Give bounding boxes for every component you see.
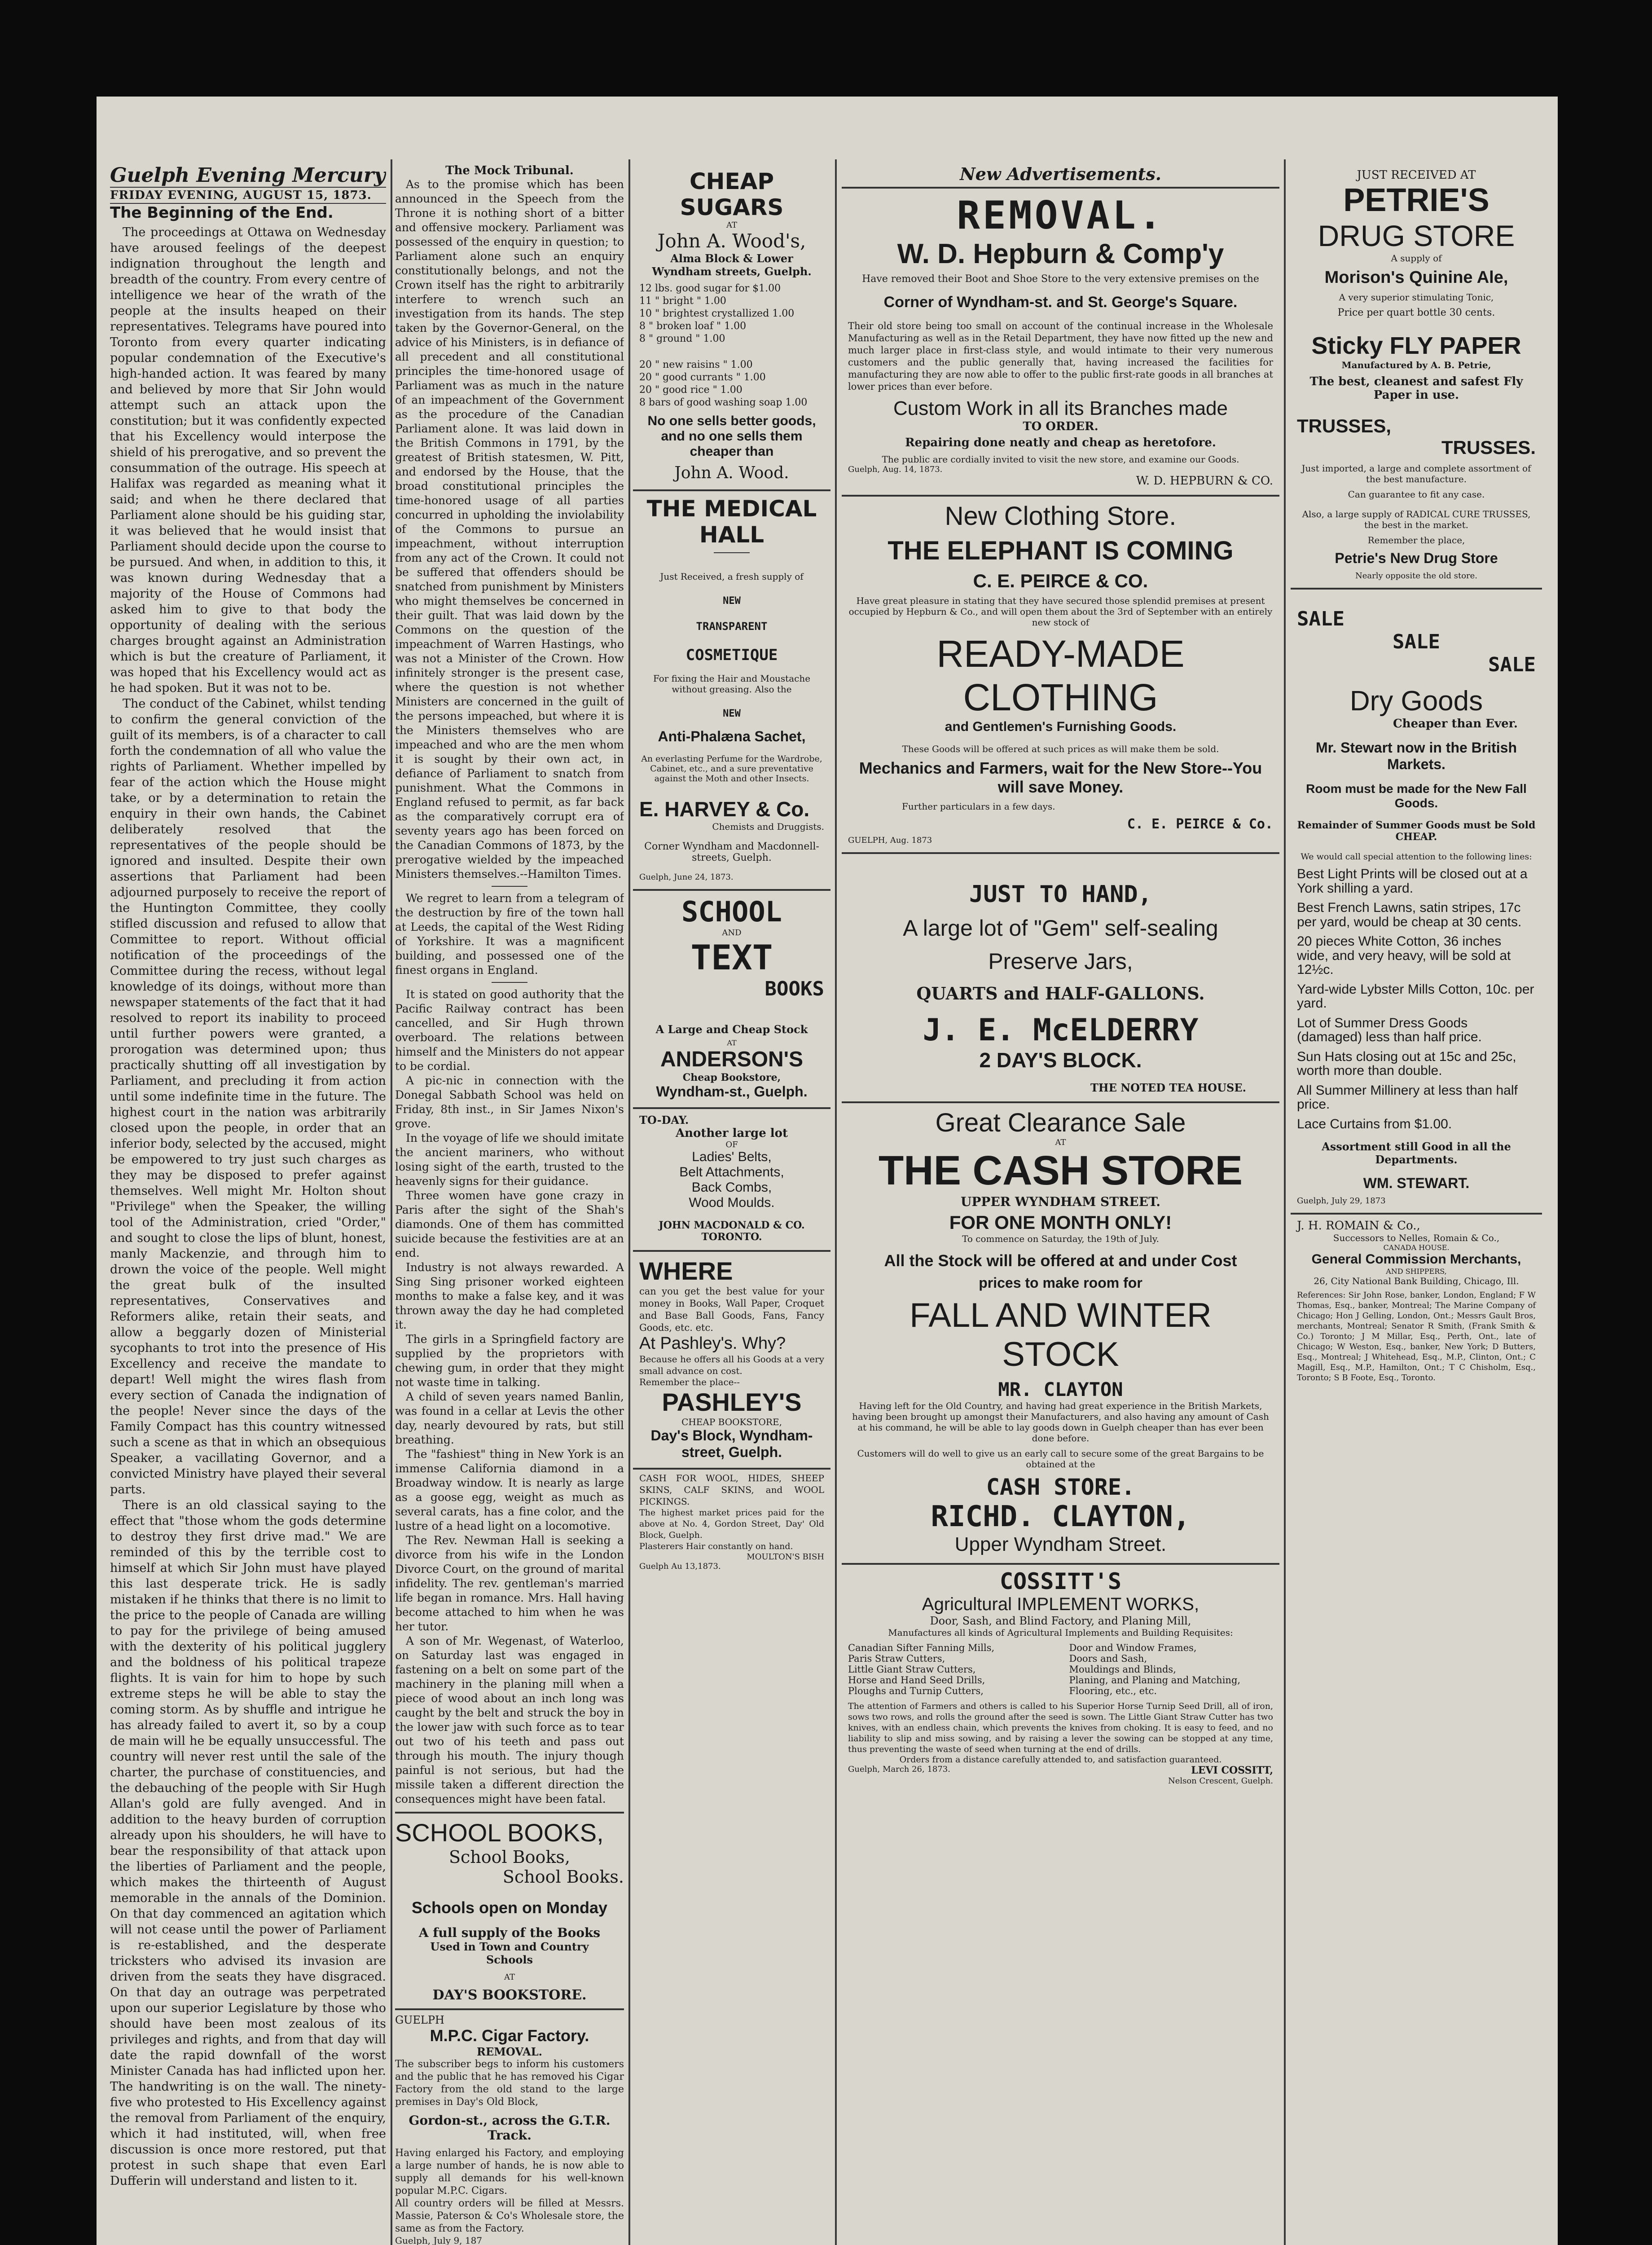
newspaper-masthead: Guelph Evening Mercury — [110, 164, 386, 187]
ad-line: REMOVAL. — [477, 2045, 542, 2058]
ad-address: 2 DAY'S BLOCK. — [979, 1048, 1142, 1072]
implement-list-right — [1069, 1642, 1273, 1696]
ad-line: CHEAP BOOKSTORE, — [681, 1417, 782, 1427]
ad-store-name: E. HARVEY & Co. — [639, 797, 810, 821]
sale-item: Lot of Summer Dress Goods (damaged) less than half price. — [1297, 1015, 1482, 1044]
ad-line: Price per quart bottle 30 cents. — [1337, 307, 1495, 318]
ad-line: The best, cleanest and safest Fly Paper in use. — [1309, 375, 1523, 402]
ad-address: UPPER WYNDHAM STREET. — [960, 1194, 1161, 1209]
column-rule — [391, 159, 392, 2245]
ad-text: can you get the best value for your money in Books, Wall Paper, Croquet and Base Ball Goods, Fans, Fancy Goods, etc. etc. — [639, 1286, 824, 1333]
dateline: FRIDAY EVENING, AUGUST 15, 1873. — [110, 187, 386, 204]
ad-signature: LEVI COSSITT, — [1191, 1765, 1273, 1776]
column-editorial — [110, 164, 386, 2245]
ad-store-name: CASH STORE. — [986, 1474, 1135, 1500]
ad-footer — [848, 1765, 1273, 1776]
implement-list — [848, 1642, 1273, 1696]
ad-line: Repairing done neatly and cheap as heretofore. — [905, 436, 1216, 449]
ad-line: QUARTS and HALF-GALLONS. — [916, 983, 1205, 1004]
ad-line: Have removed their Boot and Shoe Store to the very extensive premises on the — [862, 273, 1259, 285]
list-item: Canadian Sifter Fanning Mills, — [848, 1642, 995, 1653]
ad-line: A very superior stimulating Tonic, — [1339, 292, 1494, 303]
ad-line: Gordon-st., across the G.T.R. Track. — [409, 2113, 611, 2143]
implement-list-left — [848, 1642, 1061, 1696]
ad-date: Guelph, June 24, 1873. — [639, 872, 734, 882]
divider — [492, 982, 527, 983]
ad-text: These Goods will be offered at such prices as will make them be sold. — [902, 744, 1219, 754]
ad-line: A full supply of the Books — [418, 1925, 601, 1940]
ad-item: Belt Attachments, — [679, 1165, 784, 1180]
ad-store-name: Petrie's New Drug Store — [1335, 550, 1498, 566]
ad-line: Used in Town and Country — [430, 1940, 589, 1953]
ad-line: A Large and Cheap Stock — [655, 1023, 808, 1036]
sale-item: Yard-wide Lybster Mills Cotton, 10c. per yard. — [1297, 982, 1534, 1011]
news-item: A pic-nic in connection with the Donegal Sabbath School was held on Friday, 8th inst., in Sir James Nixon's grove. — [395, 1074, 624, 1130]
ad-peirce-clothing — [842, 497, 1279, 854]
ad-signature: C. E. PEIRCE & Co. — [1127, 816, 1273, 832]
ad-heading: THE MEDICAL HALL — [646, 496, 817, 548]
ad-heading: COSSITT'S — [1000, 1568, 1121, 1594]
ad-line: Another large lot — [675, 1127, 788, 1140]
list-item: Ploughs and Turnip Cutters, — [848, 1686, 984, 1696]
ad-heading: Sticky FLY PAPER — [1311, 332, 1521, 359]
ad-heading: M.P.C. Cigar Factory. — [430, 2026, 589, 2045]
ad-heading: THE ELEPHANT IS COMING — [888, 536, 1234, 565]
ad-line: JUST RECEIVED AT — [1357, 168, 1476, 182]
sale-item: Best Light Prints will be closed out at a York shilling a yard. — [1297, 867, 1528, 896]
article-paragraph: The proceedings at Ottawa on Wednesday have aroused feelings of the deepest indignation throughout the length and breadth of the country. From every centre of intelligence we hear of the wrath of the people at the insults heaped on their representatives. Telegrams have poured into Toronto from every quarter indicating popular condemnation of the Executive's high-handed action. It was feared by many and believed by more that Sir John would attempt such an attack upon the constitution; but it was confidently expected that his Excellency would interpose the shield of his prerogative, and so prevent the consummation of the outrage. His speech at Halifax was regarded as meaning what it said; and when he there declared that Parliament alone should be his guiding star, it was believed that he would insist that Parliament should decide upon the course to be pursued. And when, in addition to this, it was known during Wednesday that a majority of the House of Commons had asked him to give to that body the opportunity of dealing with the serious charges brought against an Administration which is but the creature of Parliament, it was hoped that his Excellency would act as he had spoken. But it was not to be. — [110, 225, 386, 695]
ad-text: All country orders will be filled at Messrs. Massie, Paterson & Co's Wholesale store, the same as from the Factory. — [395, 2198, 624, 2234]
ad-stewart-sale — [1291, 590, 1542, 1215]
ad-date: Guelph, July 9, 187 — [395, 2235, 483, 2245]
ad-line: NEW — [723, 708, 741, 719]
ad-romain — [1291, 1215, 1542, 1387]
ad-heading: TRUSSES, — [1297, 415, 1392, 436]
ad-date: Guelph, March 26, 1873. — [848, 1765, 950, 1774]
article-paragraph: There is an old classical saying to the effect that "those whom the gods determine to destroy they first drive mad." We are reminded of this by the terrible cost to himself at which Sir John must have played this last desperate trick. He is sadly mistaken if he thinks that there is no limit to the price to the people of Canada are willing to pay for the privilege of being amused with the dexterity of his political jugglery and the boldness of his political trapeze flights. It is vain for him to hope by such extreme steps he will be able to stay the coming storm. As by shuffle and intrigue he has already failed to avert it, so by a coup de main will he be equally unsuccessful. The country will never rest until the sale of the charter, the purchase of constituencies, and the debauching of the people with Sir Hugh Allan's gold are fully avenged. And in addition to the heavy burden of corruption already upon his shoulders, he will have to bear the responsibility of that attack upon the liberties of Parliament and the people, which makes the thirteenth of August memorable in the annals of the Dominion. On that day commenced an agitation which will not cease until the power of Parliament is re-established, and the desperate tricksters who advised its invasion are driven from the seats they have disgraced. On that day an outrage was perpetrated upon our superior Legislature by those who should have been most zealous of its privileges and rights, and from that day will date the rapid downfall of the worst Minister Canada has had inflicted upon her. The handwriting is on the wall. The ninety-five who protested to His Excellency against the removal from Parliament of the enquiry, which it had instituted, will, when free discussion is once more restored, put that protest in such shape that even Earl Dufferin will understand and listen to it. — [110, 1498, 386, 2188]
ad-medical-hall — [633, 491, 830, 891]
ad-heading: SALE — [1393, 630, 1440, 653]
ad-line: Remember the place-- — [639, 1377, 740, 1387]
ad-line: NEW — [723, 595, 741, 607]
ad-line: FOR ONE MONTH ONLY! — [949, 1212, 1172, 1233]
ad-line: AT — [1055, 1138, 1066, 1147]
ad-line: AT — [726, 220, 738, 230]
ad-line: Assortment still Good in all the Departments. — [1322, 1140, 1511, 1166]
ad-line: Remember the place, — [1367, 535, 1465, 546]
ad-text: Just imported, a large and complete assortment of the best manufacture. — [1301, 463, 1531, 484]
ad-signature: John A. Wood. — [674, 464, 789, 482]
list-item: Planing, and Planing and Matching, — [1069, 1675, 1241, 1686]
column-rule — [835, 159, 837, 2245]
ad-line: COSMETIQUE — [685, 646, 778, 664]
ad-cash-store — [842, 1103, 1279, 1565]
ad-store-name: C. E. PEIRCE & CO. — [973, 570, 1148, 591]
sale-item: All Summer Millinery at less than half price. — [1297, 1083, 1518, 1112]
news-item: Industry is not always rewarded. A Sing Sing prisoner worked eighteen months to make a false key, and it was thrown away the day he had completed it. — [395, 1261, 624, 1331]
ad-petrie-drug-store — [1291, 164, 1542, 590]
ad-store-name: PASHLEY'S — [662, 1388, 802, 1416]
list-item: Doors and Sash, — [1069, 1653, 1147, 1664]
ad-text: Orders from a distance carefully attended to, and satisfaction guaranteed. — [899, 1755, 1222, 1765]
ad-line: Room must be made for the New Fall Goods. — [1306, 782, 1527, 810]
ad-line: and Gentlemen's Furnishing Goods. — [945, 719, 1177, 734]
column-news — [395, 164, 624, 2245]
column-rule — [1284, 159, 1286, 2245]
ad-address: Nelson Crescent, Guelph. — [1168, 1776, 1273, 1786]
price-row: 8 " ground " 1.00 — [639, 333, 725, 344]
ad-text: Have great pleasure in stating that they have secured those splendid premises at present occupied by Hepburn & Co., and will open them about the 3rd of September with an entirely new stock of — [848, 595, 1273, 628]
ad-line: Mechanics and Farmers, wait for the New Store--You will save Money. — [859, 759, 1262, 796]
ad-line: A supply of — [1391, 253, 1442, 264]
ad-heading: CHEAP SUGARS — [680, 168, 784, 220]
divider — [492, 886, 527, 887]
ad-line: AT — [727, 1039, 737, 1047]
ad-text: Customers will do well to give us an early call to secure some of the great Bargains to be obtained at the — [857, 1448, 1264, 1470]
ad-text: Further particulars in a few days. — [902, 801, 1055, 812]
ad-line: MR. CLAYTON — [998, 1378, 1123, 1400]
divider — [714, 552, 750, 553]
ad-date: GUELPH, Aug. 1873 — [848, 836, 932, 845]
ad-heading: General Commission Merchants, — [1311, 1252, 1521, 1267]
ad-address: Wyndham-st., Guelph. — [656, 1083, 808, 1100]
price-row: 20 " good currants " 1.00 — [639, 372, 766, 383]
ad-line: Schools open on Monday — [411, 1898, 607, 1917]
ad-store-name: THE CASH STORE — [878, 1148, 1243, 1193]
ad-text: CASH FOR WOOL, HIDES, SHEEP SKINS, CALF SKINS, and WOOL PICKINGS. — [639, 1473, 824, 1507]
ad-line: TO-DAY. — [639, 1114, 689, 1127]
ad-text: Having left for the Old Country, and having had great experience in the British Markets, having been brought up amongst their Manufacturers, and also having any amount of Cash at his command, he will be able to lay goods down in Guelph cheaper than has ever been done before. — [852, 1400, 1269, 1444]
ad-line: Just Received, a fresh supply of — [660, 571, 804, 582]
list-item: Mouldings and Blinds, — [1069, 1664, 1176, 1675]
section-header: New Advertisements. — [842, 164, 1279, 189]
ad-line: School Books. — [502, 1867, 624, 1887]
price-row: 10 " brightest crystallized 1.00 — [639, 308, 795, 319]
ad-signature: WM. STEWART. — [1363, 1175, 1470, 1191]
ad-line: Cheap Bookstore, — [682, 1072, 781, 1083]
price-row: 11 " bright " 1.00 — [639, 295, 726, 307]
ad-heading: TEXT — [690, 938, 773, 977]
ad-text: The highest market prices paid for the above at No. 4, Gordon Street, Day' Old Block, Guelph. — [639, 1508, 824, 1540]
ad-school-books — [395, 1812, 624, 2003]
article-headline: The Beginning of the End. — [110, 204, 334, 222]
ad-heading: REMOVAL. — [957, 193, 1164, 238]
ad-text: Can guarantee to fit any case. — [1348, 489, 1485, 500]
ad-heading: FALL AND WINTER STOCK — [909, 1296, 1212, 1373]
column-new-advertisements — [842, 164, 1279, 2245]
ad-line: Remainder of Summer Goods must be Sold CHEAP. — [1297, 819, 1536, 843]
news-item: In the voyage of life we should imitate the ancient mariners, who without losing sight of the earth, trusted to the heavenly signs for their guidance. — [395, 1131, 624, 1188]
ad-line: AT — [504, 1972, 515, 1982]
ad-line: Anti-Phalæna Sachet, — [658, 728, 806, 744]
ad-cossitt — [842, 1565, 1279, 1789]
ad-text: Also, a large supply of RADICAL CURE TRUSSES, the best in the market. — [1302, 509, 1531, 530]
ad-text: The attention of Farmers and others is called to his Superior Horse Turnip Seed Drill, all of iron, sows two rows, and rolls the ground after the seed is sown. The Little Giant Straw Cutter has two knives, with an endless chain, which prevents the knives from choking. It is easy to feed, and no liability to slip and miss sowing, and by raising a lever the sowing can be stopped at any time, thus preventing the waste of seed when turning at the end of drills. — [848, 1701, 1273, 1754]
ad-line: Cheaper than Ever. — [1393, 717, 1518, 731]
ad-store-name: PETRIE'S — [1343, 182, 1489, 218]
ad-date: Guelph, July 29, 1873 — [1297, 1196, 1386, 1206]
price-row: 8 bars of good washing soap 1.00 — [639, 397, 808, 408]
sale-item: Lace Curtains from $1.00. — [1297, 1116, 1452, 1131]
ad-heading: New Clothing Store. — [945, 502, 1177, 531]
ad-heading: READY-MADE CLOTHING — [936, 633, 1185, 718]
ad-heading: TRUSSES. — [1441, 437, 1536, 458]
ad-line: Chemists and Druggists. — [712, 821, 824, 832]
sale-item: Sun Hats closing out at 15c and 25c, worth more than double. — [1297, 1049, 1516, 1078]
ad-heading: JUST TO HAND, — [969, 881, 1152, 908]
column-ads-1 — [633, 164, 830, 2245]
ad-cigar-factory — [395, 2008, 624, 2245]
article-paragraph: The conduct of the Cabinet, whilst tending to confirm the general conviction of the guilt of its members, is of a character to call forth the condemnation of all who value the rights of Parliament. Whether impelled by fear of the action which the House might take, or by a determination to retain the enquiry in their own hands, the Cabinet deliberately resolved that the representatives of the people should be ignored and insulted. Despite their own assertions that Parliament had been adjourned purposely to receive the report of the Huntington Committee, they coolly stifled discussion and refused to allow that Committee to report. Without official notification of the proceedings of the Committee during the recess, without legal knowledge of its doings, without more than newspaper statements of the fact that it had resolved to report its inability to proceed until further powers were granted, a prorogation was determined upon; thus practically shutting off all investigation by Parliament, and precluding it from action until some indefinite time in the future. The highest court in the nation was arbitrarily closed upon the people, in order that an inferior body, selected by the accused, might be empowered to try just such charges as they may be disposed to prefer against themselves. Well might Mr. Holton shout "Privilege" when the Speaker, the willing tool of the Administration, cried "Order," and sought to close the lips of blunt, honest, manly Mackenzie, and through him to drown the voice of the people. Well might the great bulk of the insulted representatives, Conservatives and Reformers alike, retain their seats, and allow a beggarly dozen of Ministerial sycophants to trot into the presence of His Excellency and receive the mandate to depart! Well might the wires flash from every section of Canada the indignation of the people! Never since the days of the Family Compact has this country witnessed such a scene as that in which an obsequious Speaker, a vacillating Governor, and a convicted Ministry have played their several parts. — [110, 697, 386, 1497]
ad-address: Corner of Wyndham-st. and St. George's Square. — [883, 294, 1238, 311]
ad-address: Day's Block, Wyndham-street, Guelph. — [650, 1427, 813, 1460]
ad-heading: SCHOOL — [681, 895, 782, 928]
ad-anderson-books — [633, 891, 830, 1109]
ad-date: Guelph, Aug. 14, 1873. — [848, 465, 943, 474]
ad-heading: WHERE — [639, 1257, 733, 1285]
list-item: Horse and Hand Seed Drills, — [848, 1675, 985, 1686]
article-paragraph: As to the promise which has been announced in the Speech from the Throne it is nothing short of a bitter and offensive mockery. Parliament was possessed of the enquiry in question; to Parliament alone such an enquiry constitutionally belongs, and not the Crown itself has the right to arbitrarily interfere to wrench such an investigation from its hands. The step taken by the Governor-General, on the advice of his Ministers, is in defiance of all precedent and all constitutional principles the time-honored usage of Parliament was as much in the nature of an impeachment of the Government as the procedure of the Canadian Parliament alone. It was laid down in the British Commons in 1791, by the greatest of British statesmen, W. Pitt, and endorsed by the House, that the broad constitutional principles the time-honored usage of all parties concurred in upholding the inviolability of the Commons to pursue an impeachment, without interruption from any act of the Crown. It could not be suffered that offenders should be snatched from punishment by Ministers who might themselves be concerned in their guilt. That was laid down by the Commons on the question of the impeachment of Warren Hastings, who was not a Minister of the Crown. How infinitely stronger is the present case, where the question is not whether Ministers are concerned in the guilt of the persons impeached, but where it is the Ministers themselves who are impeached and who are the men whom it is sought by their own act, in defiance of Parliament to snatch from punishment. What the Commons in England refused to permit, as far back as the comparatively corrupt era of seventy years ago has been forced on the Canadian Commons of 1873, by the prerogative wielded by the impeached Ministers themselves.--Hamilton Times. — [395, 178, 624, 880]
news-item: The girls in a Springfield factory are supplied by the proprietors with chewing gum, in order that they might not waste time in talking. — [395, 1333, 624, 1389]
ad-line: School Books, — [448, 1847, 571, 1867]
ad-line: prices to make room for — [979, 1275, 1142, 1291]
news-item: The "fashiest" thing in New York is an immense California diamond in a Broadway window. It is nearly as large as a goose egg, weight as much as several carats, has a fine color, and the lustre of a head light on a locomotive. — [395, 1448, 624, 1532]
ad-tagline: No one sells better goods, and no one sells them cheaper than — [647, 414, 816, 459]
news-item: Three women have gone crazy in Paris after the sight of the Shah's diamonds. One of them has committed suicide because the festivities are at an end. — [395, 1189, 624, 1259]
column-ads-2 — [1291, 164, 1542, 2245]
ad-item: Wood Moulds. — [689, 1195, 775, 1210]
ad-line: Successors to Nelles, Romain & Co., — [1333, 1233, 1500, 1243]
news-item: The Rev. Newman Hall is seeking a divorce from his wife in the London Divorce Court, on the ground of marital infidelity. The rev. gentleman's married life began in romance. Mrs. Hall having become attached to him when he was her tutor. — [395, 1534, 624, 1633]
ad-store-name: W. D. Hepburn & Comp'y — [897, 238, 1224, 269]
ad-heading: DRUG STORE — [1318, 219, 1515, 252]
ad-line: CANADA HOUSE. — [1383, 1243, 1450, 1252]
ad-heading: Dry Goods — [1349, 686, 1483, 717]
ad-item: Ladies' Belts, — [692, 1149, 772, 1164]
ad-wool — [633, 1470, 830, 1574]
ad-line: Preserve Jars, — [988, 949, 1133, 974]
sale-item: 20 pieces White Cotton, 36 inches wide, and very heavy, will be sold at 12½c. — [1297, 934, 1511, 977]
ad-line: TO ORDER. — [1023, 420, 1098, 433]
news-item: It is stated on good authority that the Pacific Railway contract has been cancelled, and Sir Hugh thrown overboard. The relations between himself and the Ministers do not appear to be cordial. — [395, 988, 624, 1073]
ad-text: Plasterers Hair constantly on hand. — [639, 1541, 793, 1551]
ad-line: At Pashley's. Why? — [639, 1334, 786, 1353]
ad-heading: Great Clearance Sale — [935, 1108, 1186, 1137]
ad-mcelderry — [842, 854, 1279, 1103]
ad-line: AND SHIPPERS, — [1386, 1267, 1447, 1276]
list-item: Door and Window Frames, — [1069, 1642, 1197, 1653]
ad-macdonald — [633, 1109, 830, 1252]
ad-line: Mr. Stewart now in the British Markets. — [1315, 740, 1517, 772]
news-item: A child of seven years named Banlin, was found in a cellar at Levis the other day, nearly devoured by rats, but still breathing. — [395, 1390, 624, 1446]
ad-hepburn-removal — [842, 189, 1279, 497]
ad-text: An everlasting Perfume for the Wardrobe, Cabinet, etc., and a sure preventative against the Moth and other Insects. — [641, 754, 822, 784]
ad-address: Upper Wyndham Street. — [954, 1533, 1167, 1555]
news-item: We regret to learn from a telegram of the destruction by fire of the town hall at Leeds, the capital of the West Riding of Yorkshire. It was a magnificent building, and possessed one of the finest organs in England. — [395, 892, 624, 977]
ad-store-name: John A. Wood's, — [657, 230, 806, 252]
price-row: 8 " broken loaf " 1.00 — [639, 321, 747, 332]
ad-text: The public are cordially invited to visit the new store, and examine our Goods. — [882, 454, 1239, 465]
ad-heading: SALE — [1488, 653, 1536, 676]
ad-line: Custom Work in all its Branches made — [893, 397, 1228, 419]
price-row: 20 " good rice " 1.00 — [639, 384, 743, 396]
ad-store-name: DAY'S BOOKSTORE. — [432, 1987, 587, 2003]
sugar-price-list — [639, 282, 824, 409]
ad-text: References: Sir John Rose, banker, London, England; F W Thomas, Esq., banker, Montreal; The Marine Company of Chicago; Hon J Gelling, London, Ont.; Messrs Gault Bros, merchants, Montreal; Senator R Smith, (Frank Smith & Co.) Toronto; J M Millar, Esq., Perth, Ont., late of Chicago; W Weston, Esq., banker, New York; D Butters, Esq., Montreal; J Whitehead, Esq., M.P., Clinton, Ont.; C Magill, Esq., M.P., Hamilton, Ont.; T C Chisholm, Esq., Toronto; S B Foote, Esq., Toronto. — [1297, 1290, 1536, 1382]
list-item: Little Giant Straw Cutters, — [848, 1664, 976, 1675]
sale-item: Best French Lawns, satin stripes, 17c per yard, would be cheap at 30 cents. — [1297, 900, 1522, 929]
ad-line: A large lot of "Gem" self-sealing — [903, 916, 1218, 941]
ad-address: Corner Wyndham and Macdonnell-streets, Guelph. — [644, 841, 819, 863]
ad-line: To commence on Saturday, the 19th of July. — [962, 1233, 1159, 1244]
ad-line: Manufactures all kinds of Agricultural Implements and Building Requisites: — [888, 1627, 1233, 1638]
ad-store-name: J. H. ROMAIN & Co., — [1297, 1219, 1420, 1233]
ad-line: GUELPH — [395, 2014, 444, 2026]
ad-line: AND — [722, 928, 742, 938]
ad-heading: Agricultural IMPLEMENT WORKS, — [922, 1594, 1199, 1614]
ad-line: Nearly opposite the old store. — [1355, 571, 1478, 581]
ad-text: Because he offers all his Goods at a very small advance on cost. — [639, 1354, 824, 1376]
price-row: 20 " new raisins " 1.00 — [639, 359, 753, 370]
ad-line: Schools — [486, 1953, 533, 1966]
ad-line: For fixing the Hair and Moustache without greasing. Also the — [653, 673, 811, 695]
ad-address: 26, City National Bank Building, Chicago, Ill. — [1314, 1276, 1519, 1286]
ad-line: THE NOTED TEA HOUSE. — [1090, 1081, 1246, 1094]
ad-line: TRANSPARENT — [696, 620, 768, 633]
ad-address: Alma Block & Lower Wyndham streets, Guelph. — [652, 252, 812, 278]
ad-store-name: J. E. McELDERRY — [923, 1012, 1199, 1048]
ad-line: Manufactured by A. B. Petrie, — [1341, 360, 1491, 370]
newspaper-page — [97, 97, 1558, 2245]
ad-cheap-sugars — [633, 164, 830, 491]
ad-line: OF — [725, 1140, 738, 1149]
ad-text: Their old store being too small on account of the continual increase in the Wholesale Manufacturing as well as in the Retail Department, they have now fitted up the new and much larger place in first-class style, and would intimate to their very numerous customers and the public generally that, having increased the facilities for manufacturing they are now able to offer to the public first-rate goods in all branches at lower prices than ever before. — [848, 321, 1273, 392]
ad-signature: RICHD. CLAYTON, — [931, 1500, 1191, 1533]
ad-line: Morison's Quinine Ale, — [1324, 268, 1508, 287]
ad-heading: BOOKS — [764, 977, 824, 1000]
ad-signature: W. D. HEPBURN & CO. — [1136, 474, 1273, 488]
ad-date: Guelph Au 13,1873. — [639, 1562, 721, 1571]
column-rule — [628, 159, 630, 2245]
ad-signature: MOULTON'S BISH — [747, 1552, 824, 1562]
price-row: 12 lbs. good sugar for $1.00 — [639, 283, 781, 294]
ad-pashley — [633, 1252, 830, 1470]
ad-text: The subscriber begs to inform his customers and the public that he has removed his Cigar Factory from the old stand to the large premises in Day's Old Block, — [395, 2059, 624, 2108]
ad-line: TORONTO. — [701, 1231, 762, 1243]
news-item: A son of Mr. Wegenast, of Waterloo, on Saturday last was engaged in fastening on a belt on some part of the machinery in the planing mill when a piece of wood about an inch long was caught by the belt and struck the boy in the lower jaw with such force as to tear out two of his teeth and pass out through his mouth. The injury though painful is not serious, but had the missile taken a different direction the consequences might have been fatal. — [395, 1634, 624, 1805]
ad-line: All the Stock will be offered at and under Cost — [884, 1251, 1237, 1270]
ad-store-name: JOHN MACDONALD & CO. — [659, 1219, 805, 1231]
ad-heading: SCHOOL BOOKS, — [395, 1818, 604, 1847]
list-item: Paris Straw Cutters, — [848, 1653, 945, 1664]
ad-line: Door, Sash, and Blind Factory, and Planing Mill, — [930, 1615, 1191, 1627]
ad-store-name: ANDERSON'S — [660, 1048, 804, 1071]
ad-text: Having enlarged his Factory, and employing a large number of hands, he is now able to supply all demands for his well-known popular M.P.C. Cigars. — [395, 2148, 624, 2197]
ad-item: Back Combs, — [691, 1180, 772, 1195]
list-item: Flooring, etc., etc. — [1069, 1686, 1157, 1696]
article-headline: The Mock Tribunal. — [445, 164, 574, 177]
ad-line: We would call special attention to the following lines: — [1301, 852, 1532, 862]
ad-heading: SALE — [1297, 607, 1344, 630]
